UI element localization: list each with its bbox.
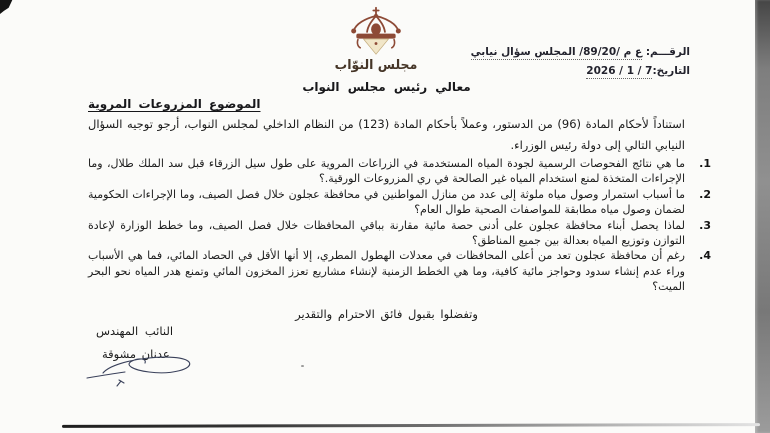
ref-number-line	[471, 45, 690, 59]
subject-line: الموضوع المزروعات المروية	[88, 97, 261, 111]
question-item	[88, 218, 711, 249]
question-number: 3.	[699, 218, 711, 232]
question-text: لماذا يحصل أبناء محافظة عجلون على أدنى حصة مائية مقارنة بباقي المحافظات خلال فصل الصيف، وما خطط الوزارة لإعادة التوازن وتوزيع المياه بعدالة بين جميع المناطق؟	[88, 218, 685, 248]
date-line	[471, 64, 690, 78]
addressee-title: معالي رئيس مجلس النواب	[302, 80, 471, 94]
handwritten-signature	[85, 350, 207, 390]
emblem-caption: مجلس النوّاب	[334, 56, 418, 73]
date-label: التاريخ:	[652, 65, 690, 77]
reference-block	[471, 45, 690, 83]
questions-list	[88, 156, 711, 295]
royal-crown-icon	[344, 6, 408, 56]
question-number: 4.	[699, 249, 711, 263]
question-text: ما هي نتائج الفحوصات الرسمية لجودة المياه المستخدمة في الزراعات المروية على طول سيل الزرقاء قبل سد الملك طلال، وما الإجراءات المتخذة لمنع استخدام المياه غير الصالحة في ري المزروعات الورقية.؟	[88, 157, 685, 186]
question-item	[88, 187, 711, 218]
scan-speck	[301, 365, 304, 367]
signatory-title: النائب المهندس	[96, 324, 174, 338]
closing-salutation: وتفضلوا بقبول فائق الاحترام والتقدير	[295, 307, 478, 321]
date-value: 7 / 1 / 2026	[586, 65, 653, 77]
scan-edge-shadow	[755, 0, 770, 433]
question-number: 2.	[699, 187, 711, 201]
ref-number-value: ع م /89/20/ المجلس سؤال نيابي	[470, 46, 643, 58]
question-item	[88, 156, 711, 187]
ref-number-label: الرقـــم:	[645, 46, 690, 58]
question-number: 1.	[699, 157, 711, 170]
signatory-name: عدنان مشوقة	[102, 347, 170, 361]
scan-corner-artifact	[0, 0, 14, 14]
question-item	[88, 248, 711, 294]
page-bottom-edge-line	[62, 423, 760, 427]
question-text: رغم أن محافظة عجلون تعد من أعلى المحافظات في معدلات الهطول المطري، إلا أنها الأقل في الحصاد المائي، فما هي الأسباب وراء عدم إنشاء سدود وحواجز مائية كافية، وما هي الخطط الزمنية لإنشاء مشاريع تعزز المخزون المائي وتمنع هدر المياه نحو البحر الميت؟	[88, 249, 685, 294]
intro-paragraph: استناداً لأحكام المادة (96) من الدستور، وعملاً بأحكام المادة (123) من النظام الداخلي لمجلس النواب، أرجو توجيه السؤال النيابي التالي إلى دولة رئيس الوزراء.	[88, 117, 685, 152]
jordan-parliament-emblem	[330, 6, 422, 72]
question-text: ما أسباب استمرار وصول مياه ملوثة إلى عدد من منازل المواطنين في محافظة عجلون خلال فصل الصيف، وما الإجراءات الحكومية لضمان وصول مياه مطابقة للمواصفات الصحية طوال العام؟	[88, 187, 685, 217]
